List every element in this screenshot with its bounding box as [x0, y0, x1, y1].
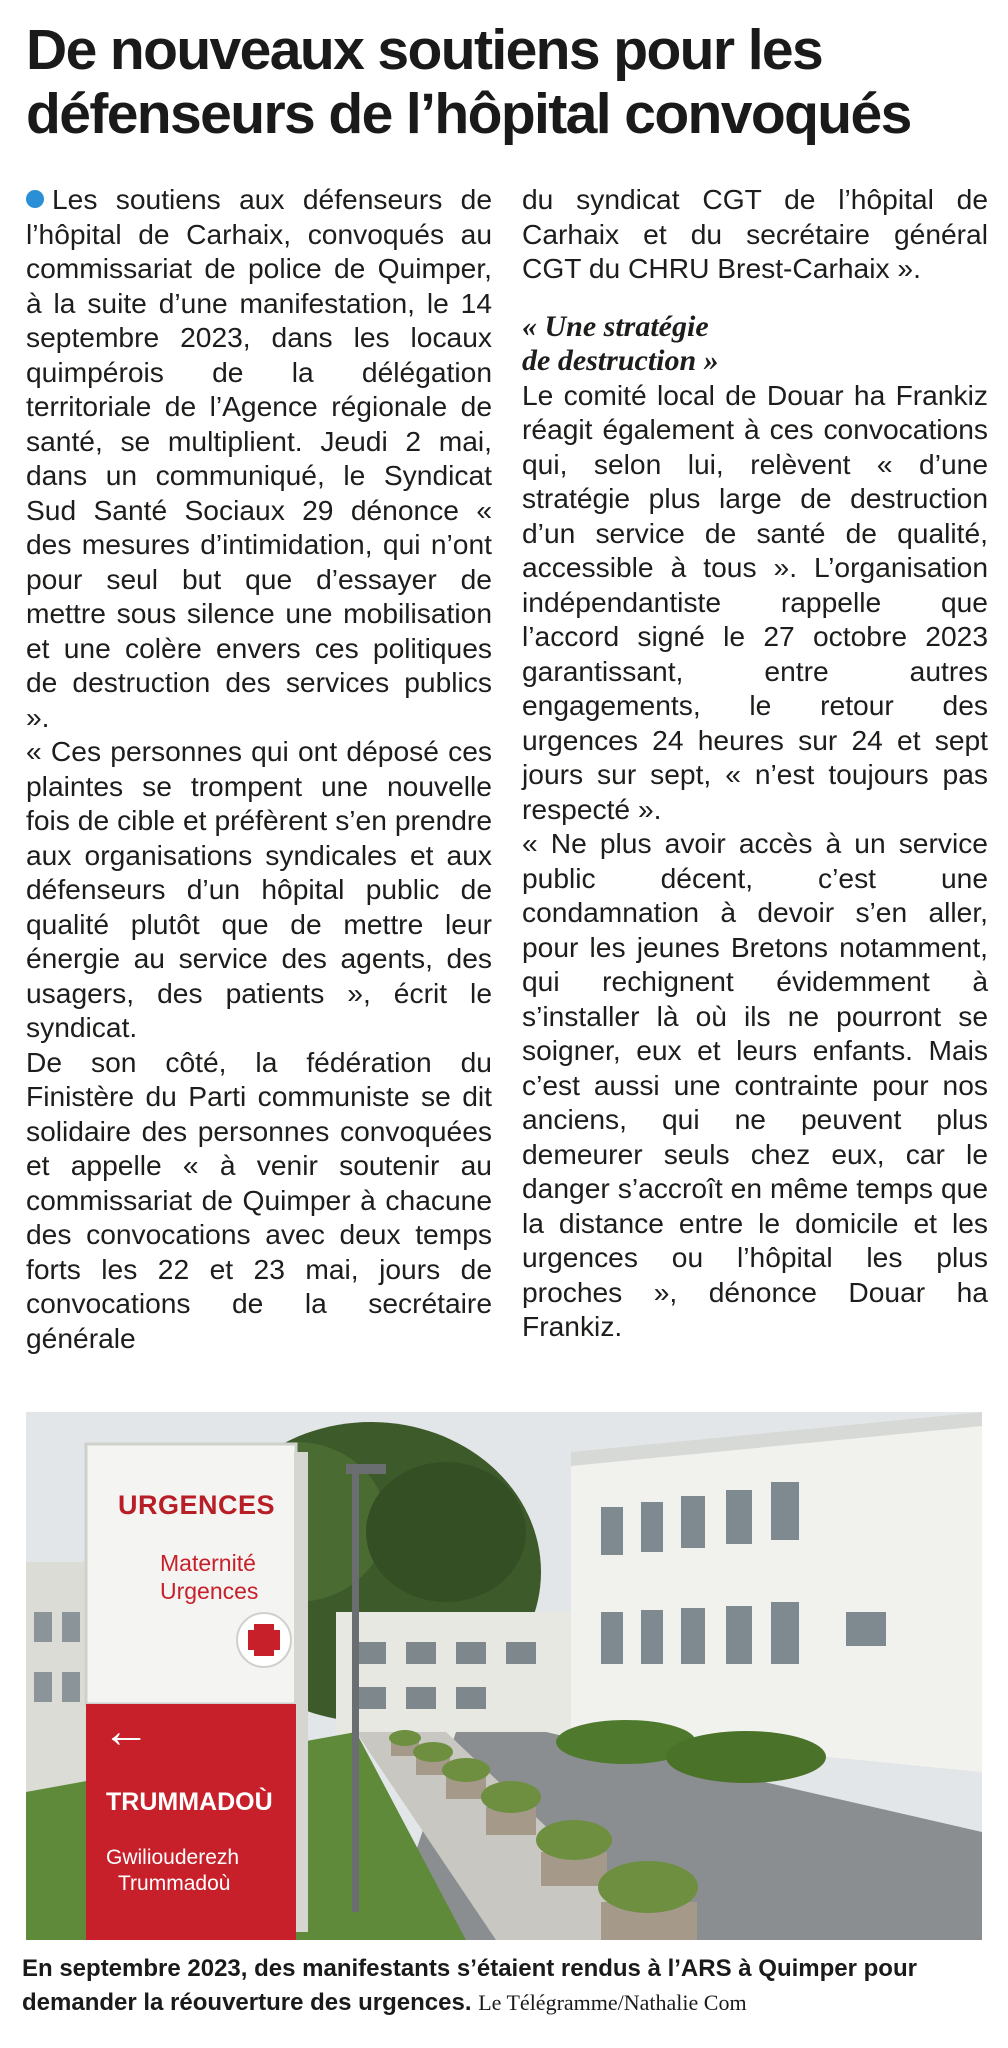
sign-maternite: Maternité	[160, 1550, 256, 1576]
photo-credit: Le Télégramme/Nathalie Com	[478, 1990, 747, 2015]
arrow-left-icon: ←	[102, 1705, 150, 1758]
hospital-photo	[26, 1412, 982, 1940]
sign-urgences: Urgences	[160, 1578, 259, 1604]
article-paragraph: Le comité local de Douar ha Frankiz réagit également à ces convocations qui, selon lui, relèvent « d’une stratégie plus large de destruction d’un service de santé de qualité, accessible à tous ». L’organisation indépendantiste rappelle que l’accord signé le 27 octobre 2023 garantissant, entre autres engagements, le retour des urgences 24 heures sur 24 et sept jours sur sept, « n’est toujours pas respecté ».	[522, 378, 988, 825]
sign-title: URGENCES	[118, 1490, 276, 1520]
article-column-right	[522, 182, 988, 1344]
article-paragraph: « Ne plus avoir accès à un service public décent, c’est une condamnation à devoir s’en aller, pour les jeunes Bretons notamment, qui rechignent évidemment à s’installer là où ils ne pourront se soigner, eux et leurs enfants. Mais c’est aussi une contrainte pour nos anciens, qui ne peuvent plus demeurer seuls chez eux, car le danger s’accroît en même temps que la distance entre le domicile et les urgences ou l’hôpital les plus proches », dénonce Douar ha Frankiz.	[522, 827, 988, 1342]
photo-caption: En septembre 2023, des manifestants s’étaient rendus à l’ARS à Quimper pour demander la réouverture des urgences. Le Télégramme/Nathalie Com	[22, 1955, 917, 2016]
article-paragraph: De son côté, la fédération du Finistère du Parti communiste se dit solidaire des personnes convoquées et appelle « à venir soutenir au commissariat de Quimper à chacune des convocations avec deux temps forts les 22 et 23 mai, jours de convocations de la secrétaire générale	[26, 1045, 492, 1354]
sign-breton-line1: Gwiliouderezh	[106, 1846, 240, 1869]
article-column-left	[26, 182, 492, 1355]
bullet-dot-icon	[26, 190, 44, 208]
subheading: « Une stratégie de destruction »	[522, 309, 719, 377]
article-paragraph: du syndicat CGT de l’hôpital de Carhaix et du secrétaire général CGT du CHRU Brest-Carhaix ».	[522, 183, 988, 284]
sign-breton-title: TRUMMADOÙ	[106, 1788, 273, 1816]
article-paragraph: Les soutiens aux défenseurs de l’hôpital de Carhaix, convoqués au commissariat de police de Quimper, à la suite d’une manifestation, le 14 septembre 2023, dans les locaux quimpérois de la délégation territoriale de l’Agence régionale de santé, se multiplient. Jeudi 2 mai, dans un communiqué, le Syndicat Sud Santé Sociaux 29 dénonce « des mesures d’intimidation, qui n’ont pour seul but que d’essayer de mettre sous silence une mobilisation et une colère envers ces politiques de destruction des services publics ».	[26, 183, 492, 733]
article-paragraph: « Ces personnes qui ont déposé ces plaintes se trompent une nouvelle fois de cible et préfèrent s’en prendre aux organisations syndicales et aux défenseurs d’un hôpital public de qualité plutôt que de mettre leur énergie au service des agents, des usagers, des patients », écrit le syndicat.	[26, 735, 492, 1043]
sign-breton-line2: Trummadoù	[118, 1872, 231, 1895]
headline: De nouveaux soutiens pour les défenseurs de l’hôpital convoqués	[26, 18, 911, 146]
